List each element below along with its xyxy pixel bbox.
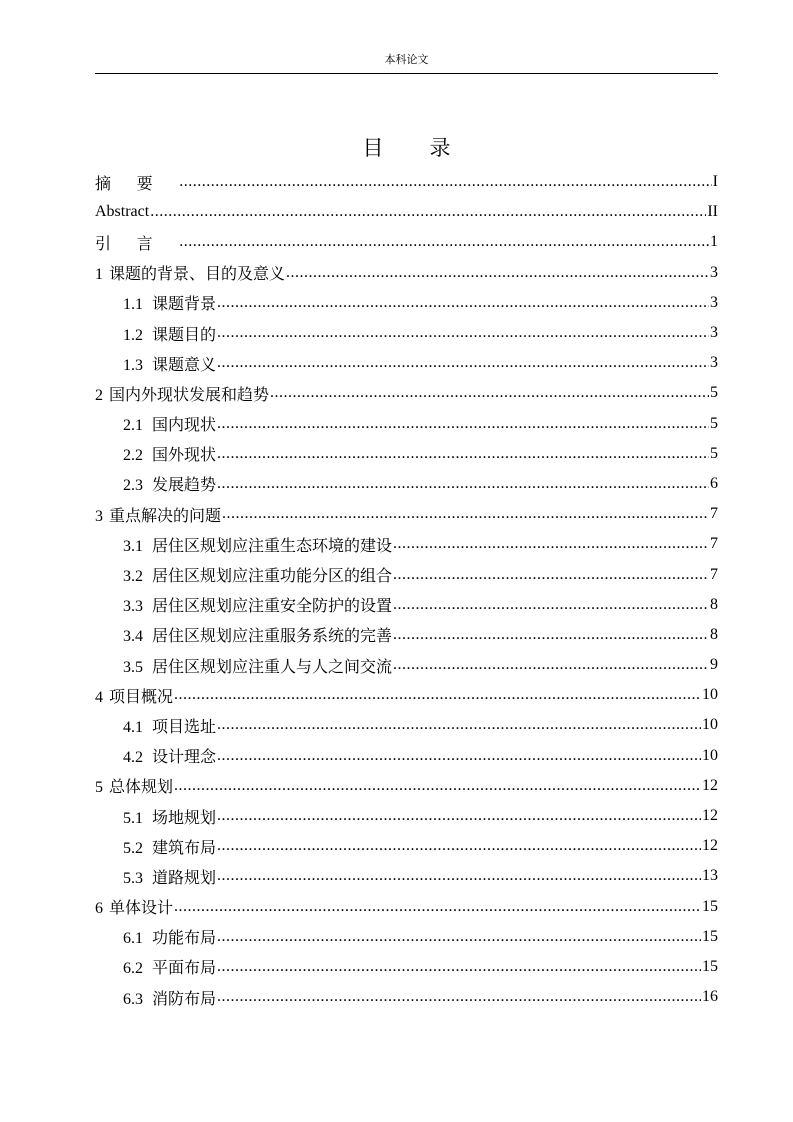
toc-entry[interactable] [95,167,718,197]
toc-entry-text: 发展趋势 [152,477,217,495]
toc-entry-number: 4.2 [123,749,143,767]
toc-entry-label [123,412,216,435]
toc-entry-text: 重点解决的问题 [109,507,222,525]
toc-entry[interactable] [95,590,718,620]
toc-entry-label [123,654,392,677]
toc-entry[interactable] [95,861,718,891]
toc-entry-page: 10 [702,686,718,704]
toc-entry-number: 5.1 [123,809,143,827]
toc-entry-page: 15 [702,927,718,945]
dot-leader [217,868,701,884]
toc-entry[interactable] [95,922,718,952]
dot-leader [286,265,709,281]
toc-entry[interactable] [95,348,718,378]
dot-leader [217,838,701,854]
toc-entry-page: 8 [710,625,718,643]
toc-entry[interactable] [95,227,718,257]
toc-entry[interactable] [95,197,718,227]
toc-entry[interactable] [95,559,718,589]
toc-entry-page: 7 [710,505,718,523]
toc-entry-page: 8 [710,595,718,613]
toc-entry-page: 3 [710,324,718,342]
toc-entry-number: 3.3 [123,598,143,616]
toc-entry-text: Abstract [95,203,150,221]
toc-entry-text: 课题目的 [152,326,217,344]
toc-entry-number: 6.2 [123,960,143,978]
toc-entry-text: 国内现状 [152,417,217,435]
toc-entry-number: 1.3 [123,356,143,374]
toc-entry-label [123,442,216,465]
toc-entry-number: 3.5 [123,658,143,676]
toc-entry[interactable] [95,831,718,861]
toc-entry[interactable] [95,529,718,559]
toc-entry-label [123,623,392,646]
toc-entry-text: 单体设计 [109,900,174,918]
toc-entry-page: 16 [702,988,718,1006]
toc-entry-text: 居住区规划应注重服务系统的完善 [152,628,393,646]
dot-leader [179,234,709,250]
toc-entry-text: 居住区规划应注重安全防护的设置 [152,598,393,616]
toc-entry[interactable] [95,650,718,680]
toc-entry[interactable] [95,952,718,982]
dot-leader [174,687,701,703]
toc-entry-text: 项目概况 [109,688,174,706]
dot-leader [222,506,709,522]
dot-leader [217,355,709,371]
dot-leader [174,778,701,794]
toc-entry-page: 3 [710,263,718,281]
toc-entry-number: 1 [95,266,103,284]
toc-entry-page: 3 [710,354,718,372]
dot-leader [217,476,709,492]
toc-entry[interactable] [95,801,718,831]
toc-entry-text: 课题意义 [152,356,217,374]
toc-entry-label [123,955,216,978]
toc-entry-text: 居住区规划应注重功能分区的组合 [152,568,393,586]
toc-entry[interactable] [95,378,718,408]
toc-entry-number: 4.1 [123,718,143,736]
dot-leader [217,416,709,432]
toc-entry-page: 3 [710,293,718,311]
toc-entry-text: 摘要 [95,175,179,193]
toc-entry-number: 5.3 [123,869,143,887]
toc-entry-text: 设计理念 [152,749,217,767]
dot-leader [393,597,709,613]
dot-leader [217,959,701,975]
toc-entry-page: 5 [710,414,718,432]
dot-leader [150,204,706,220]
toc-entry-label [123,744,216,767]
toc-entry-label [123,291,216,314]
toc-entry-text: 引言 [95,235,179,253]
table-of-contents [95,167,718,1012]
toc-entry-page: 5 [710,384,718,402]
toc-entry[interactable] [95,982,718,1012]
dot-leader [217,989,701,1005]
toc-entry-text: 国外现状 [152,447,217,465]
toc-entry-label [95,231,178,254]
toc-entry-label [95,684,173,707]
toc-entry-number: 2.2 [123,447,143,465]
toc-entry-page: 10 [702,716,718,734]
toc-entry-text: 平面布局 [152,960,217,978]
dot-leader [217,748,701,764]
toc-entry-label [123,835,216,858]
toc-entry-number: 6.1 [123,930,143,948]
toc-entry-text: 建筑布局 [152,839,217,857]
dot-leader [217,808,701,824]
toc-entry-page: 15 [702,957,718,975]
toc-entry-label [123,925,216,948]
toc-entry-text: 课题背景 [152,296,217,314]
toc-entry-label [123,563,392,586]
toc-entry[interactable] [95,318,718,348]
toc-entry-number: 1.1 [123,296,143,314]
toc-entry-text: 项目选址 [152,718,217,736]
dot-leader [393,627,709,643]
toc-entry-text: 课题的背景、目的及意义 [109,266,286,284]
toc-entry[interactable] [95,409,718,439]
toc-entry-page: 12 [702,837,718,855]
toc-entry-number: 3.2 [123,568,143,586]
toc-entry-number: 6 [95,900,103,918]
toc-entry-page: 5 [710,444,718,462]
dot-leader [174,899,701,915]
toc-entry-label [123,472,216,495]
toc-entry-label [123,805,216,828]
toc-entry-text: 居住区规划应注重人与人之间交流 [152,658,393,676]
toc-entry-number: 3.1 [123,537,143,555]
toc-entry-label [95,503,221,526]
toc-entry-label [123,352,216,375]
toc-entry[interactable] [95,469,718,499]
toc-entry[interactable] [95,710,718,740]
toc-entry-page: I [712,173,718,191]
toc-entry[interactable] [95,620,718,650]
header-rule [95,73,718,74]
toc-entry-page: 12 [702,776,718,794]
toc-entry[interactable] [95,680,718,710]
toc-entry-text: 总体规划 [109,779,174,797]
toc-title: 目录 [362,136,497,160]
toc-entry-label [95,382,269,405]
toc-entry[interactable] [95,258,718,288]
toc-entry-page: 13 [702,867,718,885]
page-header: 本科论文 [384,54,429,66]
toc-entry-label [95,895,173,918]
toc-entry-label [123,714,216,737]
dot-leader [217,929,701,945]
toc-entry-page: II [707,203,718,221]
dot-leader [270,385,709,401]
toc-entry-number: 3.4 [123,628,143,646]
toc-entry-number: 5.2 [123,839,143,857]
toc-entry-text: 消防布局 [152,990,217,1008]
toc-entry[interactable] [95,892,718,922]
toc-entry-page: 6 [710,474,718,492]
toc-entry-label [95,261,285,284]
toc-entry-number: 6.3 [123,990,143,1008]
toc-entry-label [95,774,173,797]
toc-entry-number: 2.3 [123,477,143,495]
dot-leader [217,717,701,733]
dot-leader [217,295,709,311]
toc-entry-label [123,533,392,556]
toc-entry-label [123,593,392,616]
toc-entry[interactable] [95,771,718,801]
toc-entry-text: 居住区规划应注重生态环境的建设 [152,537,393,555]
toc-entry-text: 场地规划 [152,809,217,827]
toc-entry-number: 1.2 [123,326,143,344]
toc-entry[interactable] [95,439,718,469]
toc-entry-page: 12 [702,807,718,825]
toc-entry-number: 2.1 [123,417,143,435]
toc-entry[interactable] [95,288,718,318]
toc-entry-number: 2 [95,386,103,404]
toc-entry-number: 3 [95,507,103,525]
toc-entry-page: 7 [710,565,718,583]
toc-entry-label [95,203,149,221]
dot-leader [393,567,709,583]
toc-entry-page: 10 [702,746,718,764]
toc-entry-page: 7 [710,535,718,553]
dot-leader [393,657,709,673]
toc-entry-number: 5 [95,779,103,797]
toc-entry-page: 1 [710,233,718,251]
dot-leader [217,325,709,341]
toc-entry-text: 国内外现状发展和趋势 [109,386,270,404]
toc-entry-text: 功能布局 [152,930,217,948]
toc-entry-text: 道路规划 [152,869,217,887]
toc-entry-page: 15 [702,897,718,915]
dot-leader [393,536,709,552]
toc-entry-label [95,171,178,194]
toc-entry-number: 4 [95,688,103,706]
toc-entry-label [123,865,216,888]
toc-entry[interactable] [95,741,718,771]
dot-leader [179,174,711,190]
toc-entry-label [123,986,216,1009]
toc-entry[interactable] [95,499,718,529]
toc-entry-page: 9 [710,656,718,674]
dot-leader [217,446,709,462]
toc-entry-label [123,322,216,345]
